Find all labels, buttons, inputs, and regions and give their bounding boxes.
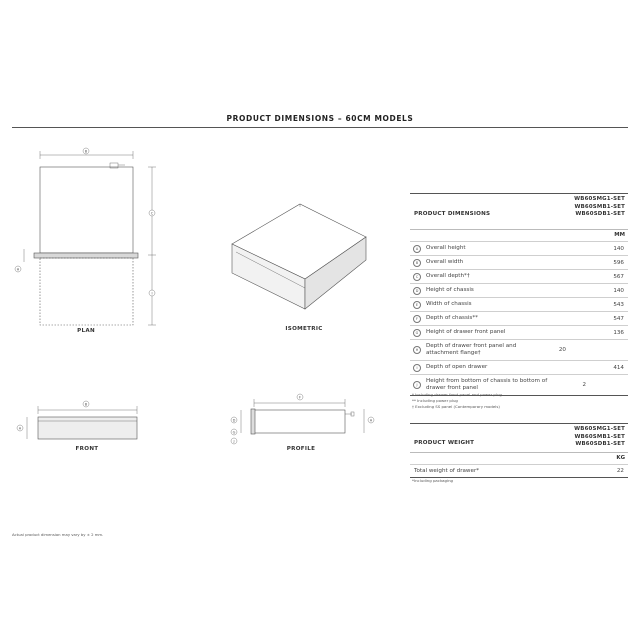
note: * Including drawer front panel and power plug (412, 392, 502, 397)
dimension-notes (412, 392, 502, 410)
row-value: 140 (613, 245, 624, 252)
table-row (410, 241, 628, 255)
table-row (410, 360, 628, 374)
row-value: 414 (613, 364, 624, 371)
plan-label: PLAN (77, 328, 95, 334)
svg-text:A: A (18, 426, 22, 431)
svg-text:F: F (298, 395, 302, 400)
row-value: 567 (613, 273, 624, 280)
model-name: WB60SDB1-SET (575, 441, 625, 448)
row-value: 547 (613, 315, 624, 322)
weight-table (410, 423, 628, 478)
row-label: Depth of drawer front panel and attachment flange† (426, 343, 517, 356)
model-name: WB60SMB1-SET (574, 433, 625, 440)
profile-drawing (241, 399, 364, 434)
table-row (410, 339, 628, 360)
row-label: Depth of chassis** (426, 315, 478, 321)
model-name: WB60SMB1-SET (574, 203, 625, 210)
row-value: 20 (558, 347, 566, 353)
row-label: Overall height (426, 245, 466, 251)
svg-text:B: B (84, 402, 88, 407)
svg-text:I: I (151, 291, 153, 296)
isometric-label: ISOMETRIC (285, 326, 323, 332)
front-drawing (27, 406, 137, 439)
row-value: 2 (582, 382, 586, 388)
unit-row (410, 229, 628, 241)
table-row (410, 464, 628, 477)
row-label: Depth of open drawer (426, 364, 488, 370)
weight-table-header (410, 423, 628, 452)
row-value: 543 (613, 301, 624, 308)
row-badge: J (413, 381, 421, 389)
model-name: WB60SMG1-SET (574, 196, 625, 202)
svg-text:D: D (232, 418, 236, 423)
dimensions-table-title: PRODUCT DIMENSIONS (414, 211, 491, 217)
unit-label: KG (616, 455, 625, 461)
weight-table-title: PRODUCT WEIGHT (414, 440, 475, 446)
svg-text:C: C (150, 211, 154, 216)
unit-row (410, 452, 628, 464)
row-badge: E (413, 301, 421, 309)
row-badge: C (413, 273, 421, 281)
table-row (410, 325, 628, 339)
front-label: FRONT (75, 446, 99, 452)
note: † Excluding SS panel (Contemporary models) (412, 404, 500, 409)
svg-text:J: J (233, 439, 235, 444)
unit-label: MM (614, 232, 625, 238)
note: ** Including power plug (412, 398, 458, 403)
row-badge: A (413, 245, 421, 253)
row-badge: B (413, 259, 421, 267)
row-badge: I (413, 364, 421, 372)
plan-drawing (24, 151, 156, 325)
table-row (410, 297, 628, 311)
svg-text:H: H (16, 267, 20, 272)
model-list (574, 426, 625, 449)
row-label: Height of chassis (426, 287, 474, 293)
row-badge: D (413, 287, 421, 295)
row-label: Height of drawer front panel (426, 329, 506, 335)
table-row (410, 269, 628, 283)
row-value: 596 (613, 259, 624, 266)
row-label: Overall depth*† (426, 273, 470, 279)
svg-text:G: G (232, 430, 236, 435)
profile-label: PROFILE (286, 446, 316, 452)
row-value: 140 (613, 287, 624, 294)
table-row (410, 311, 628, 325)
isometric-drawing (232, 204, 366, 309)
row-label: Width of chassis (426, 301, 472, 307)
table-row (410, 283, 628, 297)
page-title: PRODUCT DIMENSIONS – 60CM MODELS (226, 114, 414, 123)
row-value: 22 (616, 468, 624, 474)
row-badge: G (413, 329, 421, 337)
model-name: WB60SMG1-SET (574, 426, 625, 432)
dimensions-table-header (410, 193, 628, 229)
weight-note: *Including packaging (412, 478, 454, 483)
row-badge: F (413, 315, 421, 323)
svg-text:B: B (84, 149, 88, 154)
row-label: Height from bottom of chassis to bottom of drawer front panel (426, 378, 548, 391)
row-badge: H (413, 346, 421, 354)
model-name: WB60SDB1-SET (575, 211, 625, 218)
svg-text:A: A (369, 418, 373, 423)
row-label: Total weight of drawer* (414, 467, 480, 474)
dimensions-table (410, 193, 628, 396)
row-label: Overall width (426, 259, 464, 265)
row-value: 136 (613, 329, 624, 336)
table-row (410, 255, 628, 269)
model-list (574, 196, 625, 219)
footnote: Actual product dimension may vary by ± 2 mm. (12, 532, 104, 537)
